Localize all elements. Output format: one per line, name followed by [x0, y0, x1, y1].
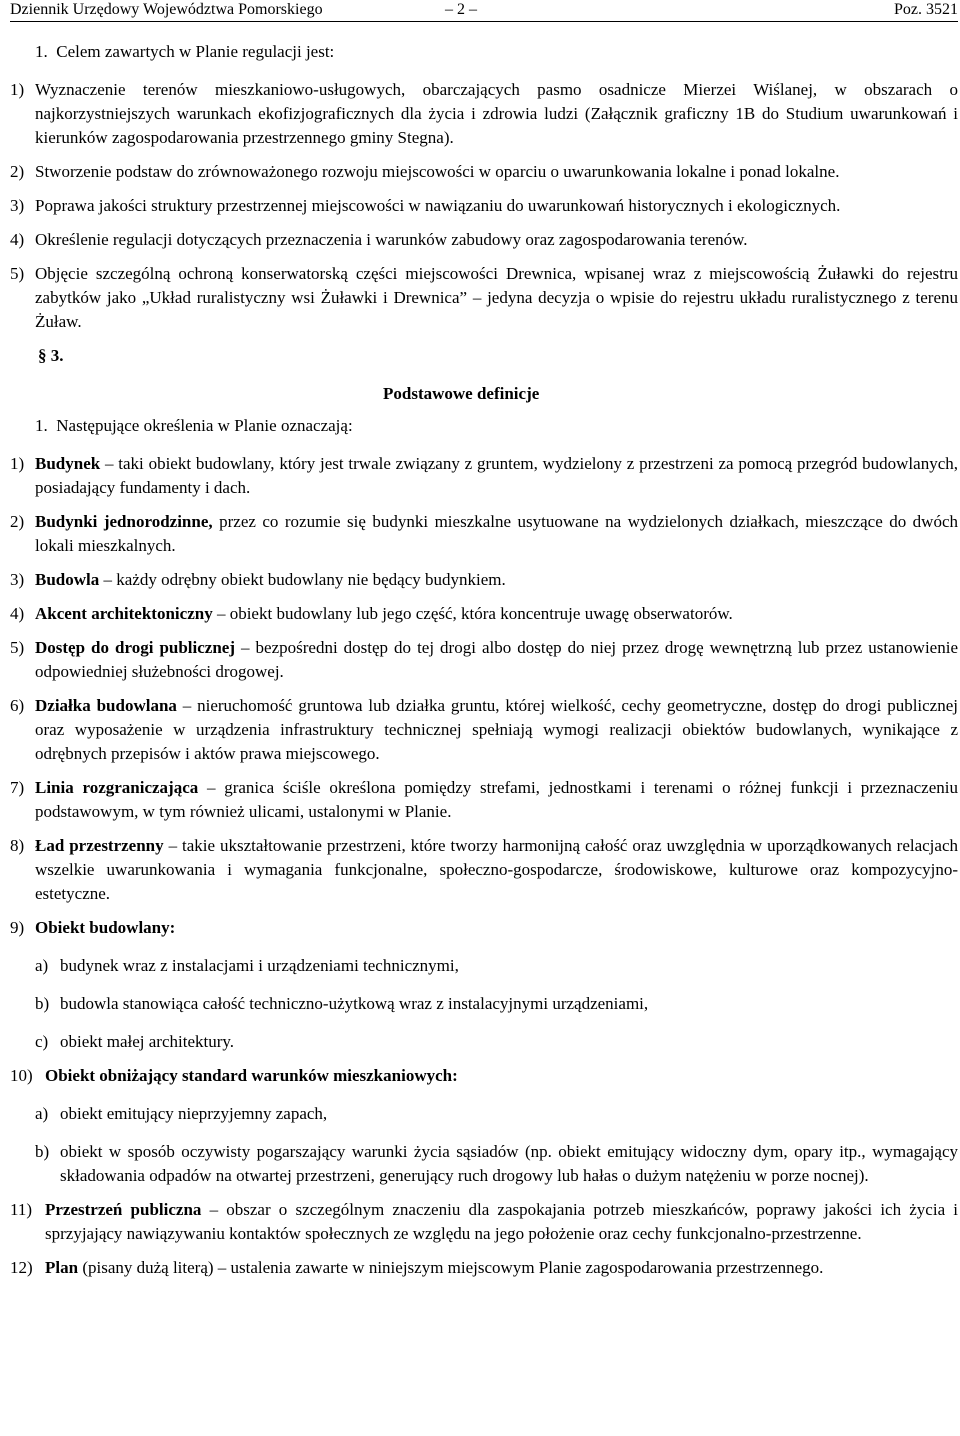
page-number: – 2 –: [445, 1, 477, 18]
section-heading: [10, 344, 958, 414]
goal-number: 1): [10, 80, 25, 99]
definition-number: 6): [10, 696, 25, 715]
goal-item: [10, 78, 958, 150]
subitem-letter: b): [35, 994, 50, 1013]
definition-number: 12): [10, 1258, 33, 1277]
definition-subitem: [10, 1102, 958, 1126]
subitem-text: obiekt małej architektury.: [60, 1032, 235, 1051]
definition-text: – takie ukształtowanie przestrzeni, które tworzy harmonijną całość oraz uwzględnia w uporządkowanych relacjach wszelkie uwarunkowania i wymagania funkcjonalne, społeczno-gospodarcze, środowiskowe, kulturowe oraz kompozycyjno-estetyczne.: [35, 836, 958, 903]
definition-subitem: [10, 992, 958, 1016]
definition-number: 9): [10, 918, 25, 937]
definition-number: 4): [10, 604, 25, 623]
definition-text: przez co rozumie się budynki mieszkalne usytuowane na wydzielonych działkach, mieszczące do dwóch lokali mieszkalnych.: [35, 512, 958, 555]
definition-subitem: [10, 1030, 958, 1054]
position-number: Poz. 3521: [894, 1, 958, 18]
definition-item: [10, 602, 958, 626]
definition-item: [10, 452, 958, 500]
goal-text: Określenie regulacji dotyczących przeznaczenia i warunków zabudowy oraz zagospodarowania terenów.: [35, 230, 748, 249]
goal-item: [10, 194, 958, 218]
definition-item: [10, 1064, 958, 1088]
definitions-intro: [10, 414, 958, 438]
subitem-text: budynek wraz z instalacjami i urządzeniami technicznymi,: [60, 956, 459, 975]
goal-item: [10, 228, 958, 252]
definition-text: – bezpośredni dostęp do tej drogi albo dostęp do niej przez drogę wewnętrzną lub przez ustanowienie odpowiedniej służebności drogowej.: [35, 638, 958, 681]
definition-number: 3): [10, 570, 25, 589]
page-header: [10, 0, 958, 22]
definition-term: Akcent architektoniczny: [35, 604, 213, 623]
goal-text: Wyznaczenie terenów mieszkaniowo-usługowych, obarczających pasmo osadnicze Mierzei Wiślanej, w obszarach o najkorzystniejszych warunkach ekofizjograficznych dla życia i zdrowia ludzi (Załącznik graficzny 1B do Studium uwarunkowań i kierunków zagospodarowania przestrzennego gminy Stegna).: [35, 80, 958, 147]
definition-text: – obszar o szczególnym znaczeniu dla zaspokajania potrzeb mieszkańców, poprawy jakości ich życia i sprzyjający nawiązywaniu kontaktów społecznych ze względu na jego położenie oraz cechy funkcjonalno-przestrzenne.: [45, 1200, 959, 1243]
goals-intro: [10, 40, 958, 64]
goal-number: 2): [10, 162, 25, 181]
goal-item: [10, 262, 958, 334]
definition-text: – taki obiekt budowlany, który jest trwale związany z gruntem, wydzielony z przestrzeni za pomocą przegród budowlanych, posiadający fundamenty i dach.: [35, 454, 958, 497]
definition-number: 10): [10, 1066, 33, 1085]
subitem-text: obiekt w sposób oczywisty pogarszający warunki życia sąsiadów (np. obiekt emitujący widoczny dym, opary itp., wymagający składowania odpadów na otwartej przestrzeni, generujący ruch drogowy lub hałas o dużym natężeniu w porze nocnej).: [60, 1142, 958, 1185]
subitem-letter: b): [35, 1142, 50, 1161]
goals-intro-text: Celem zawartych w Planie regulacji jest:: [56, 42, 335, 61]
definitions-intro-number: 1.: [35, 416, 48, 435]
definition-item: [10, 568, 958, 592]
definition-text: – każdy odrębny obiekt budowlany nie będący budynkiem.: [99, 570, 506, 589]
definition-item: [10, 510, 958, 558]
definition-number: 11): [10, 1200, 33, 1219]
definition-number: 7): [10, 778, 25, 797]
definition-text: – nieruchomość gruntowa lub działka gruntu, której wielkość, cechy geometryczne, dostęp do drogi publicznej oraz wyposażenie w urządzenia infrastruktury technicznej spełniają wymogi realizacji obiektów budowlanych, wynikające z odrębnych przepisów i aktów prawa miejscowego.: [35, 696, 958, 763]
definition-term: Linia rozgraniczająca: [35, 778, 199, 797]
definition-term: Budynki jednorodzinne,: [35, 512, 213, 531]
goal-text: Poprawa jakości struktury przestrzennej miejscowości w nawiązaniu do uwarunkowań historycznych i ekologicznych.: [35, 196, 841, 215]
definition-text: – obiekt budowlany lub jego część, która koncentruje uwagę obserwatorów.: [212, 604, 733, 623]
definition-term: Przestrzeń publiczna: [45, 1200, 202, 1219]
definition-item: [10, 834, 958, 906]
definition-item: [10, 916, 958, 940]
section-title: Podstawowe definicje: [383, 384, 540, 403]
document-body: [10, 40, 958, 1280]
subitem-letter: a): [35, 1104, 49, 1123]
definition-item: [10, 636, 958, 684]
definition-item: [10, 1198, 958, 1246]
definition-term: Dostęp do drogi publicznej: [35, 638, 236, 657]
subitem-letter: a): [35, 956, 49, 975]
definition-item: [10, 776, 958, 824]
goals-intro-number: 1.: [35, 42, 48, 61]
definition-term: Obiekt budowlany:: [35, 918, 176, 937]
definition-subitem: [10, 954, 958, 978]
definition-number: 8): [10, 836, 25, 855]
subitem-text: budowla stanowiąca całość techniczno-użytkową wraz z instalacyjnymi urządzeniami,: [60, 994, 649, 1013]
definition-number: 2): [10, 512, 25, 531]
definition-subitem: [10, 1140, 958, 1188]
definition-term: Obiekt obniżający standard warunków mieszkaniowych:: [45, 1066, 458, 1085]
subitem-text: obiekt emitujący nieprzyjemny zapach,: [60, 1104, 328, 1123]
goal-number: 3): [10, 196, 25, 215]
definition-item: [10, 1256, 958, 1280]
section-sign: § 3.: [38, 346, 64, 365]
goal-text: Stworzenie podstaw do zrównoważonego rozwoju miejscowości w oparciu o uwarunkowania lokalne i ponad lokalne.: [35, 162, 840, 181]
header-rule: [10, 21, 958, 22]
definition-number: 1): [10, 454, 25, 473]
goal-number: 5): [10, 264, 25, 283]
definition-number: 5): [10, 638, 25, 657]
goal-text: Objęcie szczególną ochroną konserwatorską części miejscowości Drewnica, wpisanej wraz z miejscowością Żuławki do rejestru zabytków jako „Układ ruralistyczny wsi Żuławki i Drewnica” – jedyna decyzja o wpisie do rejestru układu ruralistycznego z terenu Żuław.: [35, 264, 958, 331]
definition-text: – granica ściśle określona pomiędzy strefami, jednostkami i terenami o różnej funkcji i przeznaczeniu podstawowym, w tym również ulicami, ustalonymi w Planie.: [35, 778, 958, 821]
definition-term: Działka budowlana: [35, 696, 177, 715]
definition-term: Budynek: [35, 454, 101, 473]
definition-term: Ład przestrzenny: [35, 836, 164, 855]
goal-number: 4): [10, 230, 25, 249]
definition-term: Plan: [45, 1258, 79, 1277]
definition-term: Budowla: [35, 570, 100, 589]
subitem-letter: c): [35, 1032, 49, 1051]
journal-title: Dziennik Urzędowy Województwa Pomorskiego: [10, 1, 323, 18]
definitions-intro-text: Następujące określenia w Planie oznaczają:: [56, 416, 353, 435]
definition-item: [10, 694, 958, 766]
definition-text: (pisany dużą literą) – ustalenia zawarte w niniejszym miejscowym Planie zagospodarowania przestrzennego.: [78, 1258, 824, 1277]
goal-item: [10, 160, 958, 184]
